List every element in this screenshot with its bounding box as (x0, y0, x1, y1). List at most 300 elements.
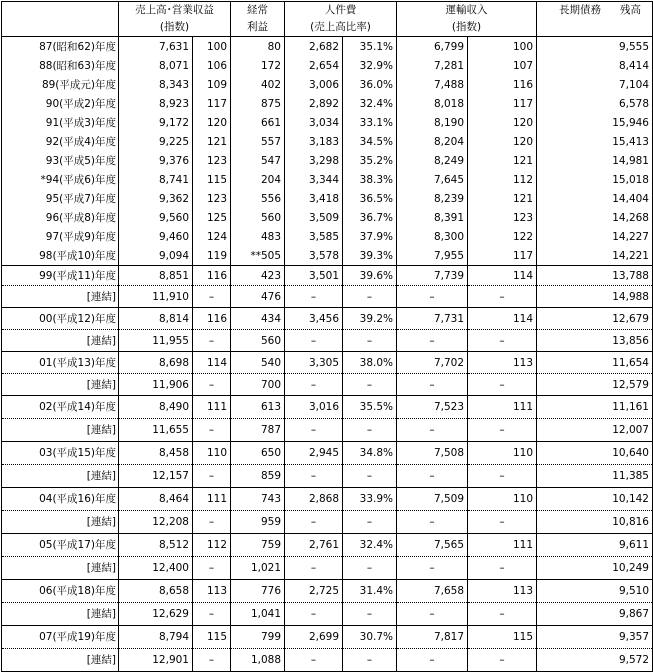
cell-tidx: – (468, 465, 537, 488)
cell-tidx: 111 (468, 396, 537, 419)
cell-debt: 12,007 (537, 419, 653, 442)
table-row (2, 132, 653, 151)
cell-debt: 9,867 (537, 603, 653, 626)
cell-label: 03(平成15)年度 (2, 442, 119, 465)
cell-debt: 10,640 (537, 442, 653, 465)
cell-profit: 80 (231, 37, 285, 57)
cell-sales: 8,343 (119, 75, 193, 94)
cell-tidx: 117 (468, 246, 537, 266)
cell-profit: 423 (231, 266, 285, 286)
cell-sales: 9,376 (119, 151, 193, 170)
cell-tidx: – (468, 286, 537, 308)
cell-debt: 10,816 (537, 511, 653, 534)
table-row-consolidated (2, 374, 653, 396)
cell-index: – (193, 603, 231, 626)
cell-debt: 14,981 (537, 151, 653, 170)
cell-profit: 700 (231, 374, 285, 396)
cell-pers: 2,761 (285, 534, 343, 557)
cell-sales: 8,658 (119, 580, 193, 603)
cell-tidx: 107 (468, 56, 537, 75)
table-row (2, 170, 653, 189)
cell-profit: 476 (231, 286, 285, 308)
cell-pers: 2,725 (285, 580, 343, 603)
cell-label: [連結] (2, 286, 119, 308)
cell-pers: 3,298 (285, 151, 343, 170)
cell-ratio: 36.0% (343, 75, 397, 94)
cell-label: [連結] (2, 419, 119, 442)
cell-tidx: – (468, 419, 537, 442)
cell-index: 111 (193, 488, 231, 511)
cell-pers: 3,501 (285, 266, 343, 286)
cell-ratio: 35.1% (343, 37, 397, 57)
cell-trans: – (397, 419, 468, 442)
table-row (2, 75, 653, 94)
cell-pers: 2,682 (285, 37, 343, 57)
cell-trans: 7,731 (397, 308, 468, 330)
cell-tidx: 112 (468, 170, 537, 189)
cell-sales: 9,560 (119, 208, 193, 227)
cell-profit: 759 (231, 534, 285, 557)
cell-debt: 11,654 (537, 352, 653, 374)
cell-label: 92(平成4)年度 (2, 132, 119, 151)
cell-ratio: 35.5% (343, 396, 397, 419)
cell-label: 01(平成13)年度 (2, 352, 119, 374)
cell-profit: 547 (231, 151, 285, 170)
cell-profit: 650 (231, 442, 285, 465)
cell-tidx: – (468, 603, 537, 626)
table-row (2, 352, 653, 374)
cell-trans: 6,799 (397, 37, 468, 57)
cell-label: 00(平成12)年度 (2, 308, 119, 330)
cell-debt: 12,679 (537, 308, 653, 330)
cell-tidx: 114 (468, 266, 537, 286)
cell-pers: 3,418 (285, 189, 343, 208)
cell-profit: 483 (231, 227, 285, 246)
cell-ratio: 38.0% (343, 352, 397, 374)
cell-trans: 8,249 (397, 151, 468, 170)
cell-sales: 9,172 (119, 113, 193, 132)
header-ordinary: 経常 (231, 2, 285, 20)
table-row-consolidated (2, 419, 653, 442)
cell-tidx: 100 (468, 37, 537, 57)
cell-sales: 8,071 (119, 56, 193, 75)
cell-debt: 9,611 (537, 534, 653, 557)
cell-pers: – (285, 465, 343, 488)
cell-index: – (193, 419, 231, 442)
cell-pers: 3,034 (285, 113, 343, 132)
cell-index: 112 (193, 534, 231, 557)
cell-ratio: 32.9% (343, 56, 397, 75)
cell-index: 113 (193, 580, 231, 603)
cell-debt: 8,414 (537, 56, 653, 75)
cell-label: [連結] (2, 465, 119, 488)
header-sales-index: (指数) (119, 19, 231, 37)
header-profit: 利益 (231, 19, 285, 37)
cell-profit: 172 (231, 56, 285, 75)
cell-trans: 7,523 (397, 396, 468, 419)
cell-pers: – (285, 286, 343, 308)
cell-pers: 2,945 (285, 442, 343, 465)
cell-trans: – (397, 465, 468, 488)
cell-pers: 3,344 (285, 170, 343, 189)
cell-pers: 2,892 (285, 94, 343, 113)
cell-trans: 7,817 (397, 626, 468, 649)
cell-pers: – (285, 419, 343, 442)
cell-sales: 8,794 (119, 626, 193, 649)
cell-label: 05(平成17)年度 (2, 534, 119, 557)
cell-sales: 9,094 (119, 246, 193, 266)
cell-debt: 15,018 (537, 170, 653, 189)
cell-tidx: – (468, 330, 537, 352)
cell-label: 02(平成14)年度 (2, 396, 119, 419)
cell-trans: – (397, 649, 468, 672)
cell-label: 99(平成11)年度 (2, 266, 119, 286)
header-debt-blank (537, 19, 653, 37)
cell-label: 96(平成8)年度 (2, 208, 119, 227)
table-row (2, 56, 653, 75)
cell-tidx: 122 (468, 227, 537, 246)
cell-profit: 560 (231, 330, 285, 352)
cell-tidx: 110 (468, 442, 537, 465)
cell-profit: 1,041 (231, 603, 285, 626)
cell-profit: 434 (231, 308, 285, 330)
cell-label: 06(平成18)年度 (2, 580, 119, 603)
cell-profit: 556 (231, 189, 285, 208)
cell-index: – (193, 649, 231, 672)
cell-ratio: 39.3% (343, 246, 397, 266)
cell-ratio: 35.2% (343, 151, 397, 170)
cell-index: 116 (193, 308, 231, 330)
cell-sales: 9,225 (119, 132, 193, 151)
cell-label: [連結] (2, 649, 119, 672)
header-blank-2 (2, 19, 119, 37)
cell-ratio: 36.7% (343, 208, 397, 227)
cell-sales: 8,512 (119, 534, 193, 557)
cell-index: 110 (193, 442, 231, 465)
cell-index: 116 (193, 266, 231, 286)
cell-index: 119 (193, 246, 231, 266)
cell-debt: 9,357 (537, 626, 653, 649)
cell-tidx: 120 (468, 132, 537, 151)
cell-sales: 8,490 (119, 396, 193, 419)
cell-profit: 776 (231, 580, 285, 603)
table-row (2, 396, 653, 419)
table-row (2, 266, 653, 286)
cell-pers: 3,016 (285, 396, 343, 419)
cell-label: 89(平成元)年度 (2, 75, 119, 94)
cell-sales: 9,460 (119, 227, 193, 246)
cell-debt: 14,227 (537, 227, 653, 246)
table-row-consolidated (2, 649, 653, 672)
cell-debt: 9,555 (537, 37, 653, 57)
cell-debt: 6,578 (537, 94, 653, 113)
header-row-2 (2, 19, 653, 37)
cell-ratio: 36.5% (343, 189, 397, 208)
cell-label: 04(平成16)年度 (2, 488, 119, 511)
cell-label: 93(平成5)年度 (2, 151, 119, 170)
cell-sales: 12,208 (119, 511, 193, 534)
header-blank (2, 2, 119, 20)
cell-index: 111 (193, 396, 231, 419)
cell-profit: 560 (231, 208, 285, 227)
cell-trans: 8,018 (397, 94, 468, 113)
cell-label: *94(平成6)年度 (2, 170, 119, 189)
cell-pers: 2,699 (285, 626, 343, 649)
cell-ratio: – (343, 557, 397, 580)
cell-ratio: 33.1% (343, 113, 397, 132)
cell-ratio: 30.7% (343, 626, 397, 649)
cell-ratio: 39.2% (343, 308, 397, 330)
cell-tidx: 113 (468, 352, 537, 374)
cell-index: 109 (193, 75, 231, 94)
cell-tidx: 120 (468, 113, 537, 132)
cell-sales: 8,851 (119, 266, 193, 286)
cell-ratio: – (343, 511, 397, 534)
cell-debt: 9,572 (537, 649, 653, 672)
cell-pers: – (285, 649, 343, 672)
cell-label: 95(平成7)年度 (2, 189, 119, 208)
cell-debt: 14,404 (537, 189, 653, 208)
cell-trans: 8,239 (397, 189, 468, 208)
cell-label: 97(平成9)年度 (2, 227, 119, 246)
cell-debt: 11,161 (537, 396, 653, 419)
cell-index: – (193, 330, 231, 352)
cell-tidx: 115 (468, 626, 537, 649)
header-transport: 運輸収入 (397, 2, 537, 20)
cell-ratio: – (343, 330, 397, 352)
table-row (2, 227, 653, 246)
cell-tidx: – (468, 511, 537, 534)
cell-profit: 613 (231, 396, 285, 419)
cell-pers: – (285, 374, 343, 396)
cell-profit: 204 (231, 170, 285, 189)
cell-ratio: 31.4% (343, 580, 397, 603)
cell-ratio: 34.8% (343, 442, 397, 465)
cell-pers: 3,578 (285, 246, 343, 266)
cell-tidx: 116 (468, 75, 537, 94)
cell-label: [連結] (2, 603, 119, 626)
cell-trans: – (397, 286, 468, 308)
table-row (2, 208, 653, 227)
table-row (2, 308, 653, 330)
cell-tidx: 117 (468, 94, 537, 113)
table-row (2, 37, 653, 57)
cell-debt: 10,249 (537, 557, 653, 580)
header-debt: 長期債務 残高 (537, 2, 653, 20)
cell-profit: 875 (231, 94, 285, 113)
cell-sales: 12,629 (119, 603, 193, 626)
table-row (2, 94, 653, 113)
cell-index: 125 (193, 208, 231, 227)
cell-pers: – (285, 511, 343, 534)
cell-trans: – (397, 603, 468, 626)
cell-ratio: – (343, 286, 397, 308)
cell-trans: 7,565 (397, 534, 468, 557)
cell-debt: 11,385 (537, 465, 653, 488)
table-row-consolidated (2, 557, 653, 580)
cell-ratio: 38.3% (343, 170, 397, 189)
cell-trans: 7,739 (397, 266, 468, 286)
table-row (2, 442, 653, 465)
cell-ratio: – (343, 419, 397, 442)
cell-pers: 3,456 (285, 308, 343, 330)
cell-debt: 13,856 (537, 330, 653, 352)
cell-sales: 9,362 (119, 189, 193, 208)
cell-tidx: – (468, 557, 537, 580)
cell-ratio: – (343, 465, 397, 488)
cell-ratio: 32.4% (343, 534, 397, 557)
cell-index: 121 (193, 132, 231, 151)
table-row-consolidated (2, 465, 653, 488)
cell-tidx: – (468, 374, 537, 396)
cell-trans: 8,190 (397, 113, 468, 132)
cell-profit: 959 (231, 511, 285, 534)
cell-sales: 11,906 (119, 374, 193, 396)
cell-index: 123 (193, 151, 231, 170)
cell-trans: – (397, 511, 468, 534)
cell-tidx: 113 (468, 580, 537, 603)
cell-sales: 12,157 (119, 465, 193, 488)
cell-trans: 7,508 (397, 442, 468, 465)
cell-index: 124 (193, 227, 231, 246)
cell-label: [連結] (2, 374, 119, 396)
cell-trans: 8,300 (397, 227, 468, 246)
cell-debt: 14,221 (537, 246, 653, 266)
cell-sales: 12,901 (119, 649, 193, 672)
cell-tidx: 123 (468, 208, 537, 227)
cell-label: 87(昭和62)年度 (2, 37, 119, 57)
table-row (2, 246, 653, 266)
cell-tidx: 121 (468, 151, 537, 170)
header-transport-index: (指数) (397, 19, 537, 37)
cell-tidx: – (468, 649, 537, 672)
table-row (2, 189, 653, 208)
cell-ratio: – (343, 603, 397, 626)
cell-trans: 7,509 (397, 488, 468, 511)
cell-tidx: 114 (468, 308, 537, 330)
cell-tidx: 110 (468, 488, 537, 511)
cell-index: – (193, 465, 231, 488)
cell-pers: 3,305 (285, 352, 343, 374)
cell-label: 91(平成3)年度 (2, 113, 119, 132)
cell-ratio: 33.9% (343, 488, 397, 511)
cell-debt: 15,413 (537, 132, 653, 151)
cell-index: 115 (193, 170, 231, 189)
cell-sales: 12,400 (119, 557, 193, 580)
cell-trans: 7,658 (397, 580, 468, 603)
cell-label: [連結] (2, 511, 119, 534)
cell-debt: 15,946 (537, 113, 653, 132)
cell-index: 114 (193, 352, 231, 374)
cell-debt: 10,142 (537, 488, 653, 511)
cell-profit: 859 (231, 465, 285, 488)
cell-index: 115 (193, 626, 231, 649)
cell-label: 88(昭和63)年度 (2, 56, 119, 75)
cell-profit: 402 (231, 75, 285, 94)
cell-profit: 661 (231, 113, 285, 132)
cell-label: 07(平成19)年度 (2, 626, 119, 649)
cell-label: 98(平成10)年度 (2, 246, 119, 266)
cell-sales: 11,655 (119, 419, 193, 442)
cell-trans: – (397, 557, 468, 580)
cell-sales: 7,631 (119, 37, 193, 57)
cell-label: [連結] (2, 330, 119, 352)
cell-trans: – (397, 330, 468, 352)
cell-sales: 8,458 (119, 442, 193, 465)
cell-pers: – (285, 330, 343, 352)
cell-trans: 7,281 (397, 56, 468, 75)
table-row (2, 488, 653, 511)
cell-profit: 799 (231, 626, 285, 649)
cell-pers: – (285, 557, 343, 580)
cell-index: – (193, 557, 231, 580)
cell-sales: 11,910 (119, 286, 193, 308)
financial-table (1, 1, 653, 672)
header-personnel: 人件費 (285, 2, 397, 20)
cell-trans: 7,702 (397, 352, 468, 374)
cell-ratio: 34.5% (343, 132, 397, 151)
cell-tidx: 121 (468, 189, 537, 208)
cell-pers: 3,509 (285, 208, 343, 227)
table-row-consolidated (2, 286, 653, 308)
cell-ratio: – (343, 649, 397, 672)
cell-label: 90(平成2)年度 (2, 94, 119, 113)
cell-tidx: 111 (468, 534, 537, 557)
cell-debt: 13,788 (537, 266, 653, 286)
cell-debt: 14,268 (537, 208, 653, 227)
cell-pers: 3,585 (285, 227, 343, 246)
cell-profit: **505 (231, 246, 285, 266)
header-ratio: (売上高比率) (285, 19, 397, 37)
cell-trans: 7,955 (397, 246, 468, 266)
header-row-1 (2, 2, 653, 20)
cell-debt: 12,579 (537, 374, 653, 396)
cell-index: 100 (193, 37, 231, 57)
cell-trans: 7,488 (397, 75, 468, 94)
cell-pers: 2,868 (285, 488, 343, 511)
cell-trans: – (397, 374, 468, 396)
cell-profit: 540 (231, 352, 285, 374)
cell-trans: 8,204 (397, 132, 468, 151)
cell-sales: 8,464 (119, 488, 193, 511)
cell-index: – (193, 286, 231, 308)
cell-index: – (193, 511, 231, 534)
cell-sales: 8,698 (119, 352, 193, 374)
cell-debt: 7,104 (537, 75, 653, 94)
cell-profit: 743 (231, 488, 285, 511)
cell-ratio: 39.6% (343, 266, 397, 286)
cell-sales: 8,741 (119, 170, 193, 189)
table-row (2, 534, 653, 557)
cell-profit: 557 (231, 132, 285, 151)
cell-profit: 1,021 (231, 557, 285, 580)
cell-index: 120 (193, 113, 231, 132)
header-sales: 売上高･営業収益 (119, 2, 231, 20)
cell-sales: 8,814 (119, 308, 193, 330)
cell-sales: 8,923 (119, 94, 193, 113)
cell-debt: 14,988 (537, 286, 653, 308)
cell-pers: 3,006 (285, 75, 343, 94)
cell-pers: 2,654 (285, 56, 343, 75)
cell-pers: 3,183 (285, 132, 343, 151)
cell-profit: 787 (231, 419, 285, 442)
cell-profit: 1,088 (231, 649, 285, 672)
cell-pers: – (285, 603, 343, 626)
table-row-consolidated (2, 511, 653, 534)
table-row (2, 151, 653, 170)
cell-ratio: – (343, 374, 397, 396)
cell-index: 106 (193, 56, 231, 75)
